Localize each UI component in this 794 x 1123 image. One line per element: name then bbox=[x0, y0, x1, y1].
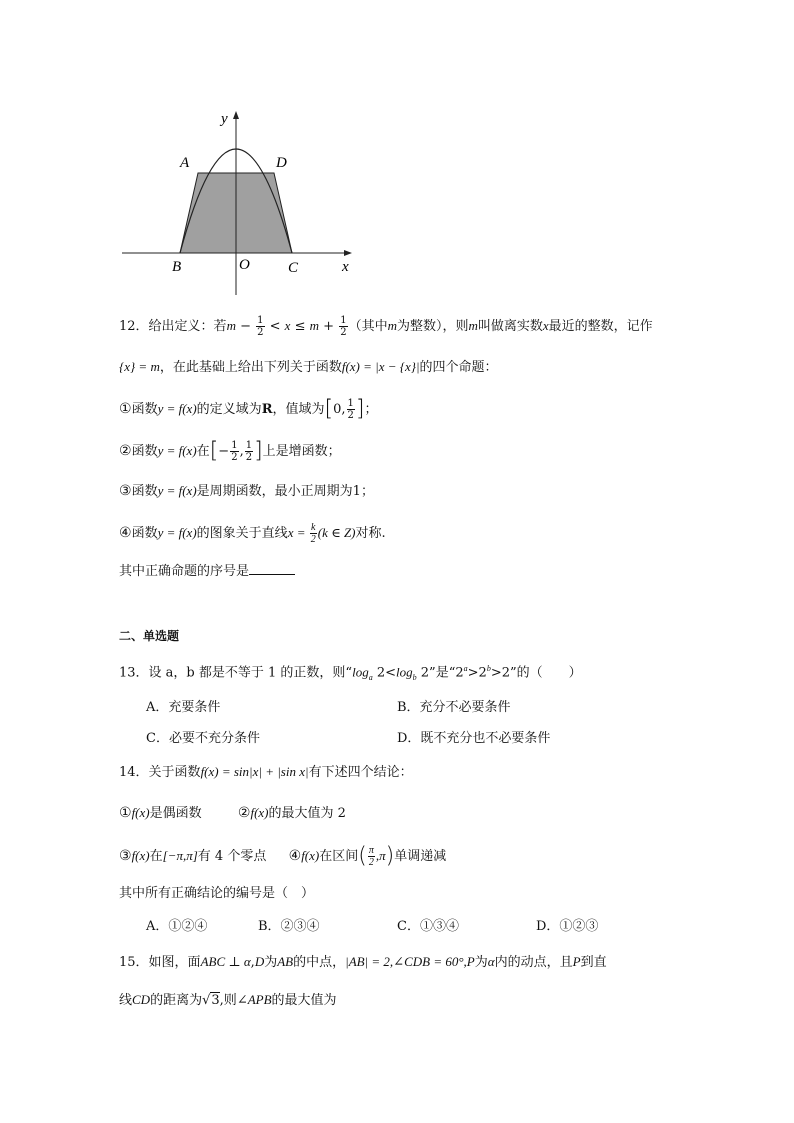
q12-x: x bbox=[284, 318, 291, 333]
q13-arg2: 2 bbox=[416, 665, 430, 681]
frac-den: 2 bbox=[368, 857, 374, 868]
s3-a: 在 bbox=[149, 849, 163, 864]
prop1-c: ，值域为 bbox=[272, 402, 325, 417]
frac-den: 2 bbox=[347, 410, 354, 421]
q13-log-a: log bbox=[352, 664, 369, 680]
prop1-frac bbox=[347, 398, 355, 421]
q15-d: D bbox=[254, 954, 265, 969]
q13-number: 13． bbox=[119, 665, 149, 681]
q13-option-d[interactable]: D．既不充分也不必要条件 bbox=[397, 731, 551, 746]
y-axis-arrow bbox=[233, 111, 239, 119]
prop4-a: 函数 bbox=[131, 526, 158, 541]
prop2-f: y = f(x) bbox=[157, 443, 197, 458]
prop4-c: 对称. bbox=[355, 526, 386, 541]
q15-line2-b: 的距离为 bbox=[150, 993, 203, 1008]
frac-num: k bbox=[311, 522, 316, 533]
q12-function: f(x) = |x − {x}| bbox=[341, 359, 420, 374]
q12-le: ≤ bbox=[290, 319, 310, 334]
bracket-left: [ bbox=[324, 396, 334, 422]
q15-text-f: 到直 bbox=[580, 955, 607, 970]
label-O: O bbox=[239, 257, 250, 273]
q13-option-c[interactable]: C．必要不充分条件 bbox=[146, 731, 260, 746]
q15-text-c: 的中点， bbox=[293, 955, 346, 970]
q12-m2: m bbox=[309, 318, 320, 333]
frac-den: 2 bbox=[245, 452, 253, 463]
q15-angle: ∠APB bbox=[236, 992, 272, 1007]
q13-e1: 2 bbox=[455, 665, 464, 681]
q14-option-b[interactable]: B．②③④ bbox=[258, 919, 320, 934]
prop4-x: x = bbox=[287, 525, 309, 540]
prop2-neg: − bbox=[218, 444, 230, 459]
prop3-f: y = f(x) bbox=[157, 483, 197, 498]
frac-den: 2 bbox=[310, 534, 316, 545]
x-axis-arrow bbox=[344, 250, 352, 256]
section-heading: 二、单选题 bbox=[119, 629, 180, 643]
frac-num: π bbox=[368, 845, 374, 856]
q14-option-d[interactable]: D．①②③ bbox=[536, 919, 599, 934]
s2-mark: ② bbox=[237, 805, 251, 821]
label-A: A bbox=[180, 155, 190, 171]
q13-sub-b: b bbox=[412, 672, 417, 682]
prop1-R: R bbox=[261, 402, 273, 417]
q15-sqrt-val: 3 bbox=[211, 993, 220, 1008]
q12-prop4 bbox=[119, 522, 386, 545]
q13-text-a: 设 a，b 都是不等于 1 的正数，则“ bbox=[148, 665, 353, 681]
q13-e2: 2 bbox=[478, 665, 487, 681]
q12-number: 12． bbox=[119, 319, 149, 334]
q14-option-a[interactable]: A．①②④ bbox=[146, 919, 208, 934]
q12-prop3 bbox=[119, 481, 374, 502]
s3-f: f(x) bbox=[131, 848, 150, 863]
q15-sqrt-sym: √ bbox=[202, 993, 211, 1008]
q12-plus: + bbox=[319, 319, 339, 334]
q15-number: 15． bbox=[119, 955, 149, 970]
paren-left: ( bbox=[358, 843, 367, 869]
s4-mark: ④ bbox=[288, 848, 302, 864]
prop1-d: ； bbox=[364, 402, 378, 417]
q13-e2sup: b bbox=[486, 664, 491, 673]
q12-minus: − bbox=[235, 319, 256, 334]
frac-num: 1 bbox=[245, 440, 253, 451]
prop1-f: y = f(x) bbox=[157, 401, 197, 416]
q15-line2-a: 线 bbox=[119, 993, 133, 1008]
q13-option-a[interactable]: A．充要条件 bbox=[146, 700, 221, 715]
label-D: D bbox=[276, 155, 287, 171]
s4-a: 在区间 bbox=[319, 849, 359, 864]
q15-cd: CD bbox=[132, 992, 151, 1007]
prop2-c: 上是增函数； bbox=[262, 444, 341, 459]
q13-text-c: ”的（ ） bbox=[510, 665, 582, 681]
q12-intro-c: 为整数），则 bbox=[396, 319, 469, 334]
prop2-b: 在 bbox=[196, 444, 210, 459]
s3-interval: [−π,π] bbox=[162, 848, 198, 863]
prop4-kz: (k ∈ Z) bbox=[317, 525, 356, 540]
s4-f: f(x) bbox=[301, 848, 320, 863]
q12-ask bbox=[119, 562, 295, 582]
q15-line2 bbox=[119, 990, 337, 1011]
prop3-mark: ③ bbox=[119, 483, 132, 499]
q15-line2-d: 的最大值为 bbox=[271, 993, 337, 1008]
s3-mark: ③ bbox=[119, 848, 132, 864]
q12-notation: {x} = m bbox=[119, 359, 160, 374]
q13-gt2: > bbox=[490, 665, 502, 681]
prop3-b: 是周期函数，最小正周期为1； bbox=[196, 484, 374, 499]
prop4-frac bbox=[310, 522, 317, 545]
bracket-left: [ bbox=[209, 438, 219, 464]
q13-sub-a: a bbox=[368, 672, 373, 682]
q14-ask: 其中所有正确结论的编号是（ ） bbox=[119, 886, 315, 901]
prop4-mark: ④ bbox=[119, 525, 132, 541]
prop2-mark: ② bbox=[119, 443, 132, 459]
q13-arg1: 2 bbox=[372, 665, 386, 681]
q13-log-b: log bbox=[396, 664, 413, 680]
label-B: B bbox=[172, 259, 182, 275]
q12-intro-b: （其中 bbox=[348, 319, 388, 334]
q15-abc: ABC ⊥ α bbox=[200, 954, 251, 969]
s4-frac bbox=[368, 845, 375, 868]
q15-alpha: α bbox=[487, 954, 495, 969]
q14-stem bbox=[119, 762, 413, 783]
q12-m1: m bbox=[226, 318, 236, 333]
q15-line1 bbox=[119, 952, 607, 973]
q12-frac-1 bbox=[256, 315, 264, 338]
prop2-frac-2 bbox=[245, 440, 253, 463]
prop2-comma: , bbox=[239, 444, 244, 459]
prop1-mark: ① bbox=[119, 401, 132, 417]
q12-intro-e: 最近的整数，记作 bbox=[548, 319, 653, 334]
q12-intro-a: 给出定义：若 bbox=[148, 319, 227, 334]
s1-mark: ① bbox=[119, 805, 132, 821]
q13-e3: 2 bbox=[501, 665, 510, 681]
q12-intro-d: 叫做离实数 bbox=[477, 319, 543, 334]
q12-line1 bbox=[119, 315, 653, 338]
q14-text-a: 关于函数 bbox=[148, 765, 201, 780]
label-y: y bbox=[221, 111, 228, 127]
prop3-a: 函数 bbox=[131, 484, 158, 499]
prop1-b: 的定义域为 bbox=[196, 402, 262, 417]
q12-frac-2 bbox=[339, 315, 347, 338]
q12-line2-b: ，在此基础上给出下列关于函数 bbox=[159, 360, 342, 375]
s2-text: 的最大值为 2 bbox=[268, 806, 346, 821]
q15-cond: |AB| = 2,∠CDB = 60°, bbox=[345, 954, 467, 969]
prop4-b: 的图象关于直线 bbox=[196, 526, 288, 541]
trapezoid-parabola-figure bbox=[118, 105, 368, 305]
q12-prop2 bbox=[119, 440, 341, 463]
prop1-a: 函数 bbox=[131, 402, 158, 417]
s4-end: ,π bbox=[375, 848, 386, 863]
paren-right: ) bbox=[385, 843, 395, 869]
q12-m3: m bbox=[387, 318, 397, 333]
q14-text-b: 有下述四个结论： bbox=[308, 765, 413, 780]
answer-blank[interactable] bbox=[249, 562, 295, 575]
s4-b: 单调递减 bbox=[394, 849, 447, 864]
q12-m4: m bbox=[468, 318, 478, 333]
q13-stem bbox=[119, 659, 582, 688]
bracket-right: ] bbox=[254, 438, 263, 464]
q15-p: P bbox=[466, 954, 475, 969]
q14-option-c[interactable]: C．①③④ bbox=[397, 919, 459, 934]
q13-lt: < bbox=[385, 665, 397, 681]
frac-num: 1 bbox=[347, 398, 354, 409]
s3-b: 有 4 个零点 bbox=[197, 849, 267, 864]
s1-f: f(x) bbox=[131, 805, 150, 820]
q15-comma1: , bbox=[250, 955, 255, 970]
q15-text-a: 如图，面 bbox=[148, 955, 201, 970]
s1-text: 是偶函数 bbox=[149, 806, 202, 821]
frac-den: 2 bbox=[340, 327, 347, 338]
q15-line2-c: ,则 bbox=[219, 993, 237, 1008]
q12-lt: < bbox=[265, 319, 285, 334]
bracket-right: ] bbox=[355, 396, 365, 422]
label-C: C bbox=[288, 260, 299, 276]
q15-text-b: 为 bbox=[264, 955, 278, 970]
q13-gt1: > bbox=[467, 665, 479, 681]
prop2-frac-1 bbox=[230, 440, 238, 463]
q12-line2-c: 的四个命题： bbox=[419, 360, 498, 375]
frac-den: 2 bbox=[231, 452, 238, 463]
frac-num: 1 bbox=[257, 315, 264, 326]
prop1-range-0: 0, bbox=[333, 402, 346, 417]
q15-ab: AB bbox=[277, 954, 294, 969]
q15-p2: P bbox=[572, 954, 581, 969]
prop4-f: y = f(x) bbox=[157, 525, 197, 540]
q13-option-b[interactable]: B．充分不必要条件 bbox=[397, 700, 511, 715]
q13-text-b: ”是“ bbox=[429, 665, 456, 681]
q14-statements-1-2 bbox=[119, 803, 346, 824]
frac-num: 1 bbox=[340, 315, 347, 326]
q14-statements-3-4 bbox=[119, 845, 446, 868]
q12-ask-text: 其中正确命题的序号是 bbox=[119, 564, 250, 579]
q15-text-e: 内的动点，且 bbox=[494, 955, 573, 970]
q15-text-d: 为 bbox=[474, 955, 488, 970]
prop2-a: 函数 bbox=[131, 444, 158, 459]
q14-func: f(x) = sin|x| + |sin x| bbox=[200, 764, 309, 779]
label-x: x bbox=[342, 259, 349, 275]
frac-num: 1 bbox=[231, 440, 238, 451]
q13-e1sup: a bbox=[463, 664, 468, 673]
frac-den: 2 bbox=[257, 327, 264, 338]
q12-x2: x bbox=[542, 318, 549, 333]
q12-prop1 bbox=[119, 398, 378, 421]
q12-line2 bbox=[119, 357, 498, 378]
s2-f: f(x) bbox=[250, 805, 269, 820]
q14-number: 14． bbox=[119, 765, 149, 780]
